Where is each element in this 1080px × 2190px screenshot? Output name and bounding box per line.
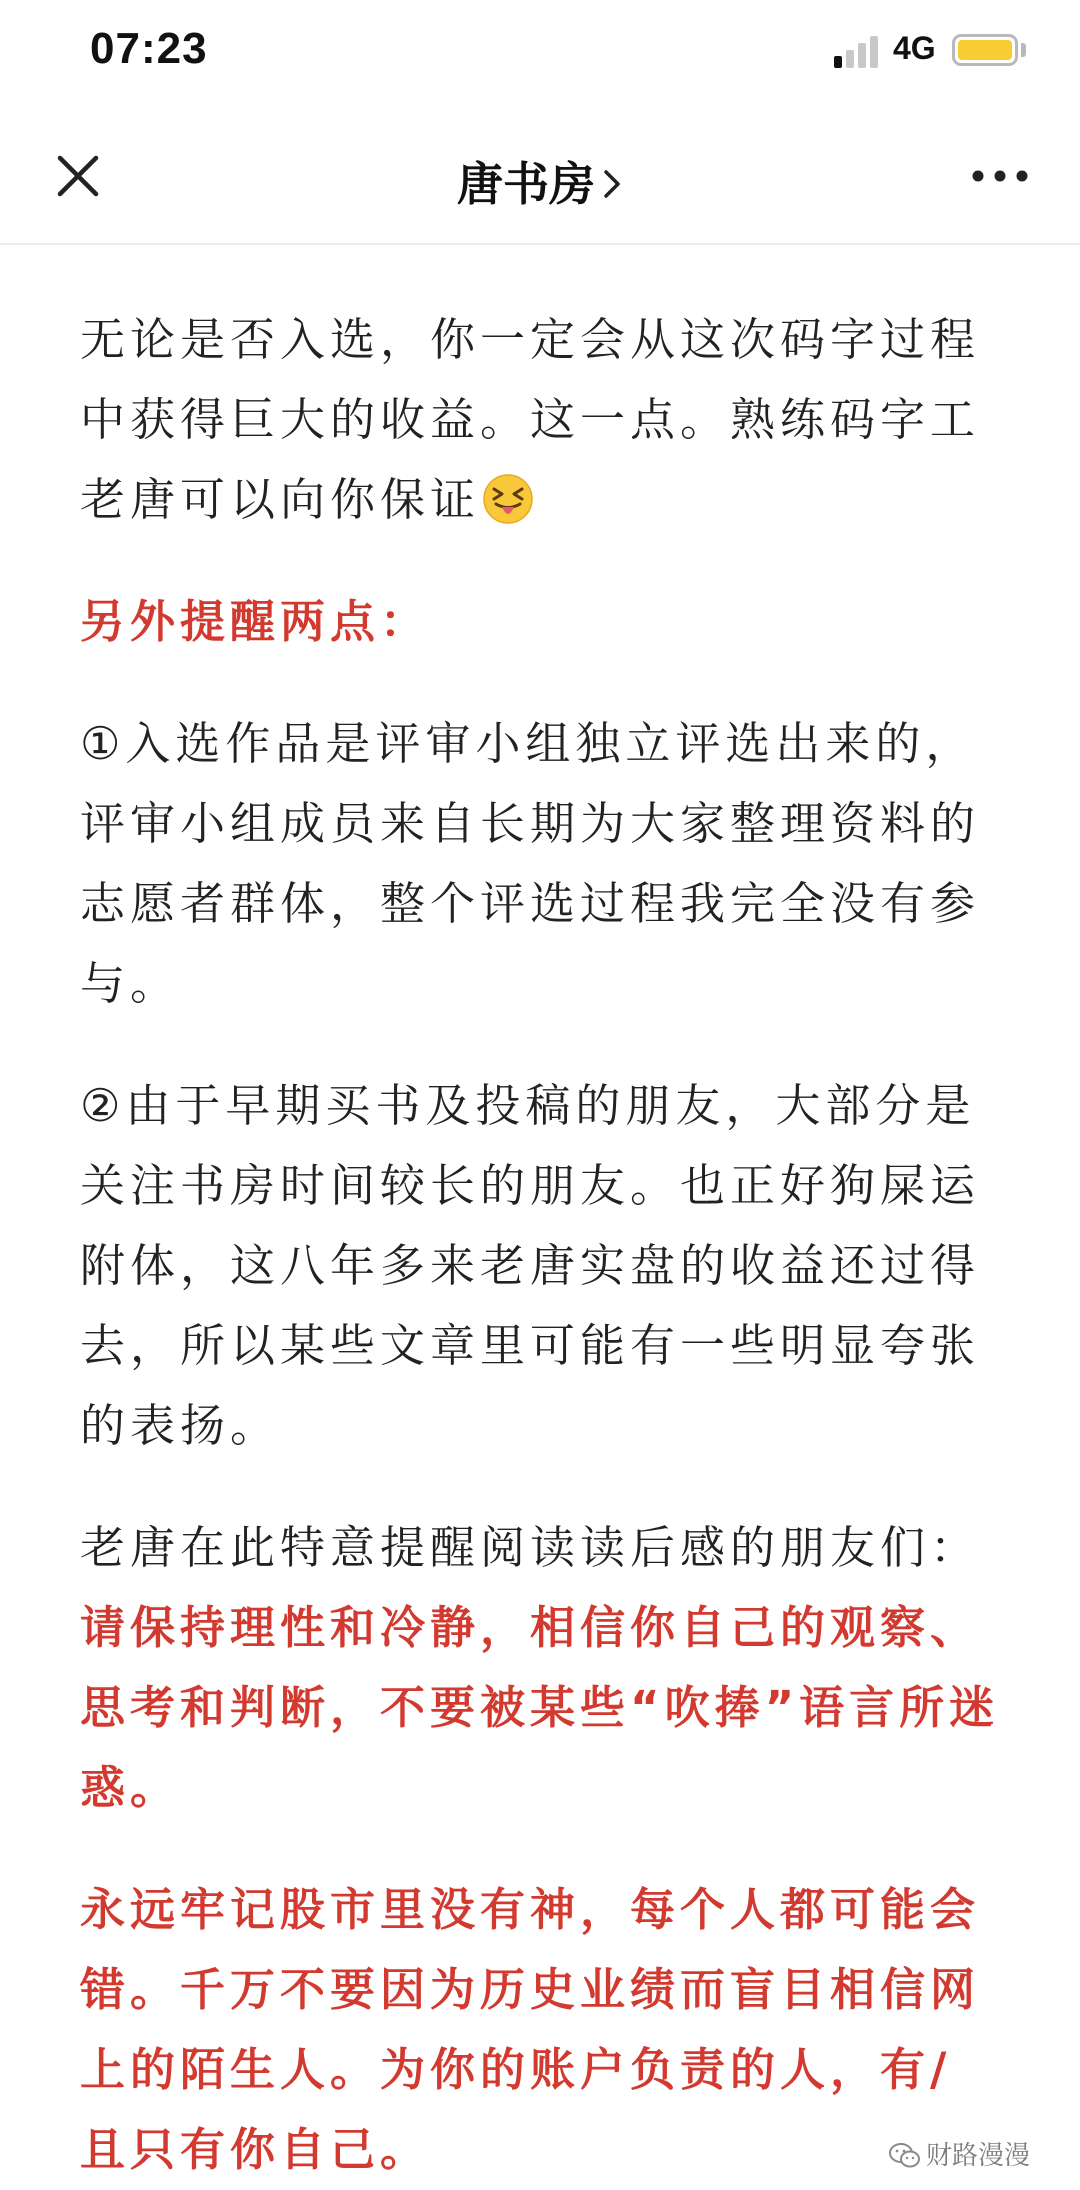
more-button[interactable] <box>970 158 1030 194</box>
reminder-lead-text: 老唐在此特意提醒阅读读后感的朋友们： <box>80 1521 981 1574</box>
paragraph-reminder <box>80 1508 1000 1828</box>
nav-bar <box>0 100 1080 245</box>
account-title-link[interactable] <box>0 148 1080 214</box>
wechat-icon <box>888 2142 922 2170</box>
chevron-right-icon <box>601 166 623 202</box>
paragraph-warning: 永远牢记股市里没有神，每个人都可能会错。千万不要因为历史业绩而盲目相信网上的陌生人。为你的账户负责的人，有/且只有你自己。 <box>80 1883 981 2176</box>
watermark <box>888 2135 1030 2172</box>
section-heading: 另外提醒两点： <box>80 595 431 648</box>
signal-icon <box>834 34 884 68</box>
status-time: 07:23 <box>90 24 208 73</box>
paragraph-1 <box>80 300 1000 540</box>
paragraph-1-text: 无论是否入选，你一定会从这次码字过程中获得巨大的收益。这一点。熟练码字工老唐可以向你保证 <box>80 313 981 526</box>
network-label: 4G <box>893 30 936 66</box>
battery-fill <box>958 40 1012 60</box>
watermark-text: 财路漫漫 <box>926 2141 1031 2171</box>
battery-cap <box>1021 43 1026 57</box>
paragraph-point-2: ②由于早期买书及投稿的朋友，大部分是关注书房时间较长的朋友。也正好狗屎运附体，这八年多来老唐实盘的收益还过得去，所以某些文章里可能有一些明显夸张的表扬。 <box>80 1079 981 1452</box>
paragraph-point-1: ①入选作品是评审小组独立评选出来的，评审小组成员来自长期为大家整理资料的志愿者群体，整个评选过程我完全没有参与。 <box>80 717 981 1010</box>
account-title: 唐书房 <box>457 157 595 211</box>
status-bar <box>0 0 1080 100</box>
reminder-highlight-text: 请保持理性和冷静，相信你自己的观察、思考和判断，不要被某些“吹捧”语言所迷惑。 <box>80 1601 1000 1814</box>
article-body <box>80 300 1000 2190</box>
more-dots-icon <box>970 158 1030 194</box>
squinting-tongue-emoji <box>482 473 534 525</box>
battery-icon <box>952 34 1018 66</box>
